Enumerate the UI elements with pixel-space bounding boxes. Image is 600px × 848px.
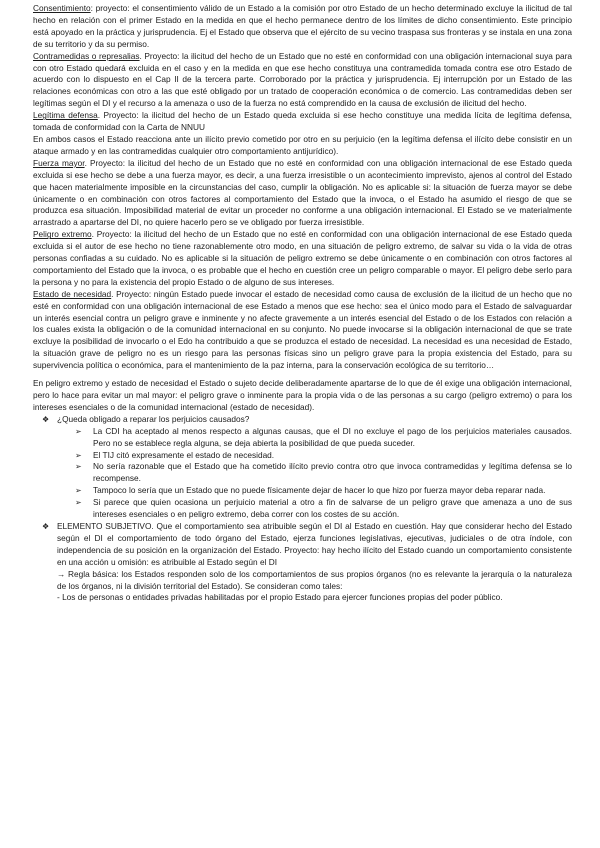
section-term: Consentimiento bbox=[33, 3, 91, 13]
diamond-bullet-icon: ❖ bbox=[42, 521, 50, 531]
answer-text: No sería razonable que el Estado que ha cometido ilícito previo contra otro que invoca contramedidas y legítima defensa se lo recompense. bbox=[93, 461, 572, 484]
section-text: . Proyecto: la ilicitud del hecho de un Estado que no esté en conformidad con una obligación internacional de ese Estado queda excluida si el autor de ese hecho no tiene razonablemente otro modo, en una situación de peligro extremo, de salvar su vida o la vida de otras personas confiadas a su cuidado. No es aplicable si la situación de peligro extremo se debe únicamente o en combinación con otros factores al comportamiento del Estado que la invoca, o es probable que el hecho en cuestión cree un peligro comparable o mayor. El peligro debe serlo para la persona y no para la existencia del propio Estado o de alguno de sus intereses. bbox=[33, 229, 572, 287]
section-term: Fuerza mayor bbox=[33, 157, 85, 168]
section-text: En ambos casos el Estado reacciona ante un ilícito previo cometido por otro en su perjuicio (en la legítima defensa el ilícito debe consistir en un ataque armado y en las contramedidas cualquier otro comportamiento antijurídico). bbox=[33, 133, 572, 156]
section-text: . Proyecto: la ilicitud del hecho de un Estado que no esté en conformidad con una obligación internacional de ese Estado queda excluida si ese hecho se debe a una fuerza mayor, es decir, a una fuerza irresistible o un acontecimiento imprevisto, ajenos al control del Estado que hacen materialmente imposible en la circunstancias del caso, cumplir la obligación. No es aplicable si: la situación de fuerza mayor se debe únicamente o en combinación con otros factores al comportamiento del Estado que la invoca, o el Estado ha asumido el riesgo de que se produzca esa situación. Imposibilidad material de evitar un proceder no conforme a una obligación internacional. El Estado se ve materialmente arrastrado a apartarse del DI, no quiere hacerlo pero se ve obligado por fuerza irresistible. bbox=[33, 157, 572, 228]
section-text: . Proyecto: ningún Estado puede invocar el estado de necesidad como causa de exclusión de la ilicitud de un hecho que no esté en conformidad con una obligación internacional de ese Estado a menos que ese hecho: sea el único modo para el Estado de salvaguardar un interés esencial contra un peligro grave e inminente y no afecte gravemente a un interés esencial del Estado o de los Estados con relación a los cuales exista la obligación o de la comunidad internacional en su conjunto. No puede invocarse si la obligación internacional de que se trate excluye la posibilidad de invocarlo o el Edo ha contribuido a que se produzca el estado de necesidad. La necesidad es una necesidad de Estado, la situación grave de peligro no es un riesgo para las personas físicas sino un peligro grave para la propia existencia del Estado, para su supervivencia política o económica, para el mantenimiento de la paz interna, para la conservación ecológica de su territorio… bbox=[33, 288, 573, 371]
right-arrow-icon: → bbox=[57, 568, 66, 579]
section-consentimiento bbox=[33, 3, 572, 51]
section-text: . Proyecto: la ilicitud del hecho de un Estado que no esté en conformidad con una obligación internacional suya para con otro Estado quedará excluida en el caso y en la medida en que ese hecho constituya una contramedida tomada contra ese otro Estado de acuerdo con lo dispuesto en el Cap II de la tercera parte. Corroborado por la práctica y jurisprudencia. Ej interrupción por un Estado de las relaciones económicas con otro a las que esté obligado por un tratado de cooperación económica o de comercio. Las contramedidas deben ser legítimas según el DI y el recurso a la amenaza o uso de la fuerza no está comprendido en la causa de exclusión de ilicitud del hecho. bbox=[33, 50, 573, 109]
last-item: - Los de personas o entidades privadas habilitadas por el propio Estado para ejercer funciones propias del poder público. bbox=[57, 592, 503, 603]
element-subjetivo-item bbox=[42, 521, 572, 604]
answer-item bbox=[75, 497, 572, 521]
answer-item bbox=[75, 461, 572, 485]
answer-text: La CDI ha aceptado al menos respecto a algunas causas, que el DI no excluye el pago de los perjuicios materiales causados. Pero no se establece regla alguna, se deja abierta la posibilidad de que pueda suceder. bbox=[93, 425, 572, 448]
paragraph-summary: En peligro extremo y estado de necesidad el Estado o sujeto decide deliberadamente apartarse de lo que de él exige una obligación internacional, pero lo hace para evitar un mal mayor: el peligro grave o inminente para la propia vida o de las personas a su cargo (peligro extremo) o para los intereses esenciales o de la comunidad internacional (estado de necesidad). bbox=[33, 378, 572, 412]
section-text: . Proyecto: la ilicitud del hecho de un Estado queda excluida si ese hecho constituye una medida lícita de legítima defensa, tomada de conformidad con la Carta de NNUU bbox=[33, 110, 572, 133]
element-subjetivo-text: ELEMENTO SUBJETIVO. Que el comportamiento sea atribuible según el DI al Estado en cuestión. Hay que considerar hecho del Estado según el DI el comportamiento de todo órgano del Estado, ejerza funciones legislativas, ejecutivas, judiciales o de otra índole, con independencia de su posición en la organización del Estado. Proyecto: hay hecho ilícito del Estado cuando un comportamiento consistente en una acción u omisión: es atribuible al Estado según el DI bbox=[57, 520, 572, 567]
question-label: ¿Queda obligado a reparar los perjuicios causados? bbox=[57, 413, 250, 424]
answer-item bbox=[75, 485, 572, 497]
section-term: Contramedidas o represalias bbox=[33, 50, 140, 61]
section-term: Legítima defensa bbox=[33, 110, 98, 121]
section-text: : proyecto: el consentimiento válido de un Estado a la comisión por otro Estado de un hecho determinado excluye la ilicitud de tal hecho en relación con el primer Estado en la medida en que el hecho permanece dentro de los límites de dicho consentimiento. Este principio está apoyado en la práctica y jurisprudencia. Ej el Estado que observa que el ejército de su vecino traspasa sus fronteras y se instala en una zona de su territorio y da su permiso. bbox=[33, 3, 572, 49]
section-estado-necesidad bbox=[33, 289, 572, 372]
paragraph-ambos-casos bbox=[33, 134, 572, 158]
section-peligro-extremo bbox=[33, 229, 572, 289]
question-list bbox=[33, 414, 572, 605]
arrow-bullet-icon: ➢ bbox=[75, 450, 82, 460]
section-contramedidas bbox=[33, 51, 572, 111]
answer-item bbox=[75, 450, 572, 462]
arrow-bullet-icon: ➢ bbox=[75, 426, 82, 436]
diamond-bullet-icon: ❖ bbox=[42, 414, 50, 424]
arrow-bullet-icon: ➢ bbox=[75, 498, 82, 508]
answer-text: Tampoco lo sería que un Estado que no puede físicamente dejar de hacer lo que hizo por fuerza mayor deba reparar nada. bbox=[93, 485, 546, 496]
section-legitima-defensa bbox=[33, 110, 572, 134]
answer-item bbox=[75, 426, 572, 450]
section-term: Estado de necesidad bbox=[33, 288, 112, 299]
answer-text: El TIJ citó expresamente el estado de necesidad. bbox=[93, 449, 275, 460]
section-fuerza-mayor bbox=[33, 158, 572, 229]
question-item bbox=[42, 414, 572, 521]
answer-list bbox=[57, 426, 572, 521]
arrow-bullet-icon: ➢ bbox=[75, 486, 82, 496]
arrow-bullet-icon: ➢ bbox=[75, 462, 82, 472]
regla-basica-text: Regla básica: los Estados responden solo de los comportamientos de sus propios órganos (no es relevante la jerarquía o la naturaleza de los órganos, ni la división territorial del Estado). Se consideran como tales: bbox=[57, 568, 572, 591]
section-term: Peligro extremo bbox=[33, 229, 92, 240]
regla-basica bbox=[57, 569, 572, 593]
answer-text: Si parece que quien ocasiona un perjuicio material a otro a fin de salvarse de un peligro grave que amenaza a uno de sus intereses esenciales o en peligro extremo, deba correr con los costes de su acción. bbox=[93, 497, 572, 520]
